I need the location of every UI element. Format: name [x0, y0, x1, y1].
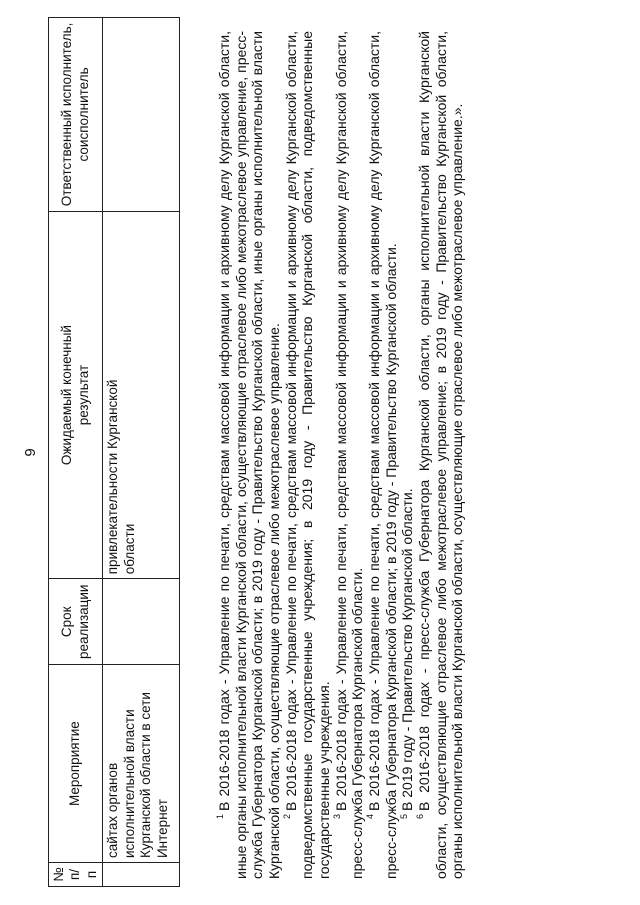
- header-activity-text: Мероприятие: [67, 721, 83, 807]
- footnote-text: В 2016-2018 годах - Управление по печати, средствам массовой информации и архивному делу Курганской области, пресс-служба Губернатора Курганской области.: [332, 31, 366, 879]
- header-term-text: Срок реализации: [59, 584, 91, 659]
- header-term: [49, 579, 103, 665]
- header-executor-text: Ответственный исполнитель, соисполнитель: [59, 22, 91, 207]
- header-num: [49, 863, 103, 887]
- footnote-mark: 6: [415, 813, 426, 819]
- table-row: [103, 18, 180, 887]
- cell-term: [103, 579, 180, 665]
- header-result: [49, 211, 103, 578]
- footnote-3: [333, 31, 366, 879]
- footnote-text: В 2016-2018 годах - Управление по печати, средствам массовой информации и архивному делу Курганской области, иные органы исполнительной власти Курганской области, осуществляющие отраслевое либо межотраслевое управление, пресс-служба Губернатора Курганской области; в 2019 году - Правительство Курганской области, иные органы исполнительной власти Курганской области, осуществляющие отраслевое либо межотраслевое управление.: [216, 31, 282, 879]
- footnote-mark: 5: [398, 813, 409, 819]
- cell-activity-text: сайтах органов исполнительной власти Курганской области в сети Интернет: [105, 692, 170, 859]
- header-num-text: № п/п: [51, 867, 99, 882]
- footnote-mark: 4: [365, 813, 376, 819]
- cell-executor: [103, 18, 180, 212]
- cell-activity: [103, 665, 180, 863]
- footnote-5: [399, 31, 416, 879]
- cell-result: [103, 211, 180, 578]
- footnote-text: В 2016-2018 годах - Управление по печати, средствам массовой информации и архивному делу Курганской области, пресс-служба Губернатора Курганской области; в 2019 году - Правительство Курганской области.: [365, 31, 399, 879]
- footnote-mark: 2: [281, 813, 292, 819]
- table-header-row: [49, 18, 103, 887]
- footnote-2: [283, 31, 333, 879]
- footnote-text: В 2019 году - Правительство Курганской области.: [399, 488, 416, 811]
- header-result-text: Ожидаемый конечный результат: [59, 325, 91, 466]
- footnote-1: [216, 31, 283, 879]
- cell-num: [103, 863, 180, 887]
- activities-table: [48, 17, 180, 887]
- footnote-mark: 1: [215, 813, 226, 819]
- header-activity: [49, 665, 103, 863]
- cell-result-text: привлекательности Курганской области: [105, 379, 137, 575]
- footnote-text: В 2016-2018 годах - пресс-служба Губернатора Курганской области, органы исполнительной власти Курганской области, осуществляющие отраслевое либо межотраслевое управление; в 2019 году - Правительство Курганской области, органы исполнительной власти Курганской области, осуществляющие отраслевое либо межотраслевое управление.».: [415, 31, 466, 879]
- footnotes: [216, 31, 466, 879]
- footnote-6: [416, 31, 466, 879]
- footnote-4: [366, 31, 399, 879]
- header-executor: [49, 18, 103, 212]
- footnote-mark: 3: [331, 813, 342, 819]
- footnote-text: В 2016-2018 годах - Управление по печати, средствам массовой информации и архивному делу Курганской области, подведомственные государственные учреждения; в 2019 году - Правительство Курганской области, подведомственные государственные учреждения.: [282, 31, 332, 879]
- page-number: 9: [22, 448, 39, 457]
